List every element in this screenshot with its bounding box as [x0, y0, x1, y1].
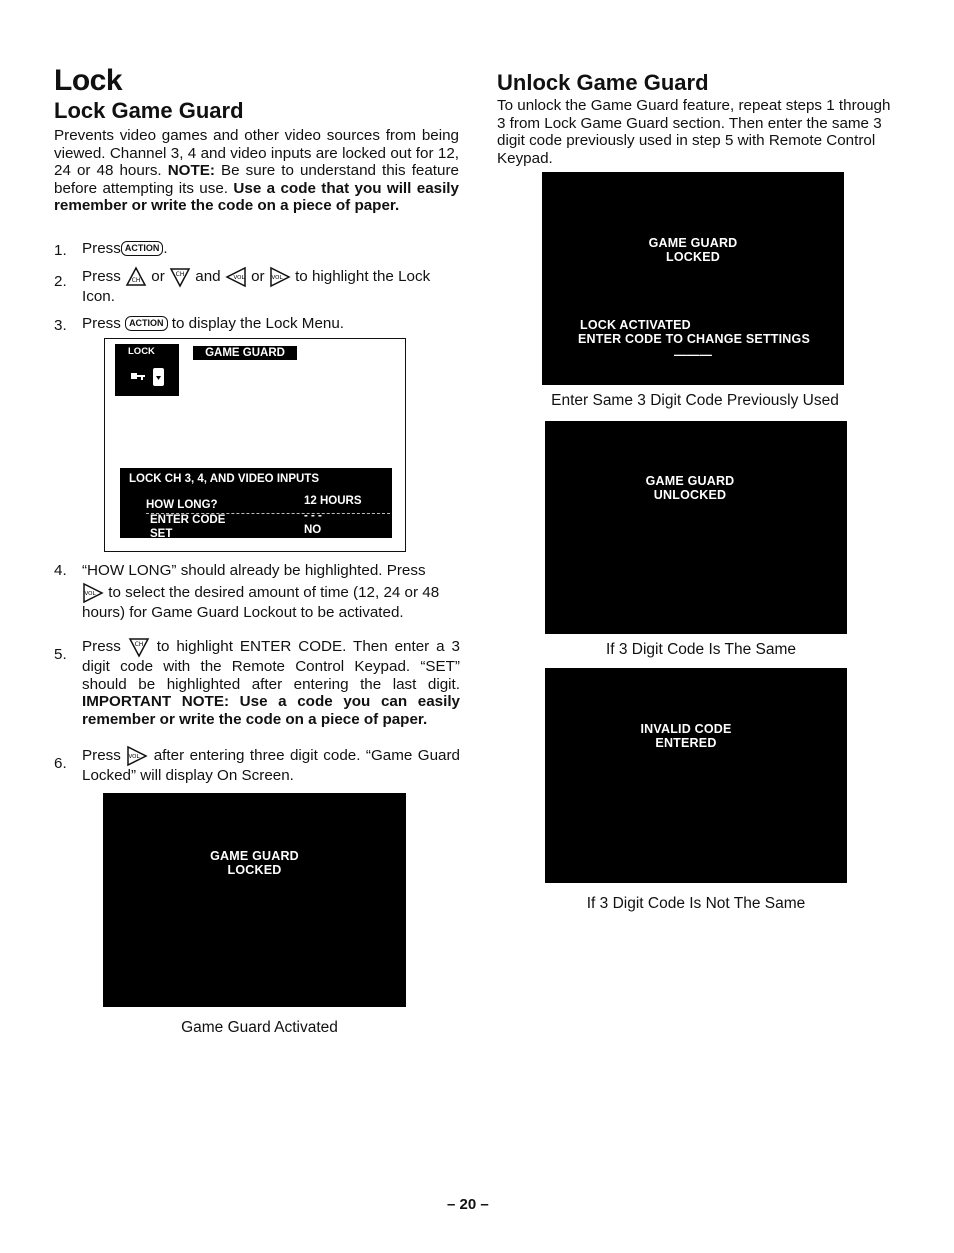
ch-up-icon — [125, 266, 147, 288]
lock-tab-label: LOCK — [128, 346, 155, 357]
screen-line-1: GAME GUARD — [648, 236, 738, 250]
section-title-lock-game-guard: Lock Game Guard — [54, 98, 244, 123]
step-3 — [82, 315, 344, 333]
intro-paragraph — [54, 127, 459, 215]
step-3-text-b: to display the Lock Menu. — [171, 315, 345, 332]
caption-game-guard-activated: Game Guard Activated — [181, 1019, 338, 1036]
code-entry-placeholder: ——— — [673, 348, 713, 362]
step-4 — [82, 562, 462, 580]
menu-row-set — [150, 524, 390, 542]
key-lock-icon — [129, 364, 169, 390]
screen-line-1: GAME GUARD — [645, 474, 735, 488]
screen-invalid-code — [545, 668, 847, 883]
section-title-unlock-game-guard: Unlock Game Guard — [497, 70, 709, 95]
screen-line-2: UNLOCKED — [653, 488, 727, 502]
menu-header: LOCK CH 3, 4, AND VIDEO INPUTS — [129, 473, 319, 485]
step-2-text-b: or — [151, 268, 165, 286]
step-2-text-a: Press — [82, 268, 121, 286]
step-5-text-b: to highlight ENTER CODE. Then enter a 3 digit code with the Remote Control Keypad. “SET” should be highlighted after entering the last digit. — [82, 638, 460, 693]
game-guard-tab-label: GAME GUARD — [205, 347, 285, 359]
svg-text:CH: CH — [175, 271, 185, 278]
step-number: 2. — [54, 273, 67, 290]
unlock-intro-paragraph: To unlock the Game Guard feature, repeat steps 1 through 3 from Lock Game Guard section. Then enter the same 3 digit code previously used in step 5 with Remote Control Keypad. — [497, 97, 891, 167]
how-long-value: 12 HOURS — [304, 495, 362, 507]
step-4-continued — [82, 582, 462, 622]
ch-down-icon — [128, 636, 150, 658]
screen-line-2: LOCKED — [227, 863, 282, 877]
step-1-end: . — [163, 240, 168, 257]
svg-text:VOL: VOL — [128, 754, 140, 760]
step-4-text-a: “HOW LONG” should already be highlighted. Press — [82, 562, 426, 579]
lock-menu-illustration — [104, 338, 406, 552]
vol-left-icon — [225, 266, 247, 288]
intro-bold-text: Use a code that you will easily remember or write the code on a piece of paper. — [54, 179, 459, 214]
screen-line-3: LOCK ACTIVATED — [580, 318, 691, 332]
screen-line-1: INVALID CODE — [640, 722, 732, 736]
step-1 — [82, 240, 168, 258]
step-number: 5. — [54, 646, 67, 663]
action-button-icon: ACTION — [125, 316, 168, 331]
set-label: SET — [150, 528, 173, 540]
screen-game-guard-unlocked — [545, 421, 847, 634]
lock-tab — [115, 344, 179, 396]
screen-line-4: ENTER CODE TO CHANGE SETTINGS — [578, 332, 810, 346]
step-6-text-b: after entering three digit code. “Game Guard Locked” will display On Screen. — [82, 747, 460, 784]
screen-lock-activated — [542, 172, 844, 385]
intro-text: Prevents video games and other video sources from being viewed. Channel 3, 4 and video inputs are locked out for 12, 24 or 48 hours. — [54, 127, 459, 179]
step-5-text-a: Press — [82, 638, 121, 656]
enter-code-value: - - - — [304, 510, 322, 522]
svg-text:VOL: VOL — [233, 275, 245, 281]
vol-right-icon — [269, 266, 291, 288]
screen-line-2: ENTERED — [655, 736, 717, 750]
page-title: Lock — [54, 64, 123, 97]
screen-line-2: LOCKED — [666, 250, 720, 264]
enter-code-label: ENTER CODE — [150, 514, 226, 526]
caption-enter-same-code: Enter Same 3 Digit Code Previously Used — [551, 392, 839, 409]
step-number: 4. — [54, 562, 67, 579]
caption-code-same: If 3 Digit Code Is The Same — [605, 641, 797, 658]
vol-right-icon — [126, 745, 148, 767]
step-1-text: Press — [82, 240, 121, 257]
step-2-text-e: to highlight the Lock Icon. — [82, 268, 431, 305]
how-long-label: HOW LONG? — [146, 499, 218, 511]
svg-text:CH: CH — [131, 277, 141, 284]
step-number: 1. — [54, 242, 67, 259]
action-button-icon: ACTION — [121, 241, 164, 256]
screen-game-guard-locked — [103, 793, 406, 1007]
step-5 — [82, 636, 460, 728]
step-2-text-c: and — [195, 268, 221, 286]
step-6-text-a: Press — [82, 747, 121, 765]
step-6 — [82, 745, 460, 785]
page-number: – 20 – — [447, 1196, 489, 1213]
step-number: 3. — [54, 317, 67, 334]
screen-line-1: GAME GUARD — [210, 849, 299, 863]
svg-text:VOL: VOL — [271, 275, 283, 281]
svg-text:VOL: VOL — [84, 591, 96, 597]
note-text: Be sure to understand this feature before attempting its use. — [54, 162, 459, 197]
menu-options-panel — [120, 468, 392, 538]
step-2 — [82, 266, 462, 306]
caption-code-not-same: If 3 Digit Code Is Not The Same — [586, 895, 806, 912]
step-number: 6. — [54, 755, 67, 772]
step-3-text-a: Press — [82, 315, 121, 332]
step-2-text-d: or — [251, 268, 265, 286]
svg-text:CH: CH — [134, 641, 144, 648]
vol-right-icon — [82, 582, 104, 604]
game-guard-tab — [193, 346, 297, 360]
note-label: NOTE: — [167, 162, 215, 179]
ch-down-icon — [169, 266, 191, 288]
set-value: NO — [304, 524, 322, 536]
step-4-text-b: to select the desired amount of time (12, 24 or 48 hours) for Game Guard Lockout to be activated. — [82, 584, 440, 621]
step-5-important-note: IMPORTANT NOTE: Use a code you can easily remember or write the code on a piece of paper. — [82, 693, 460, 728]
